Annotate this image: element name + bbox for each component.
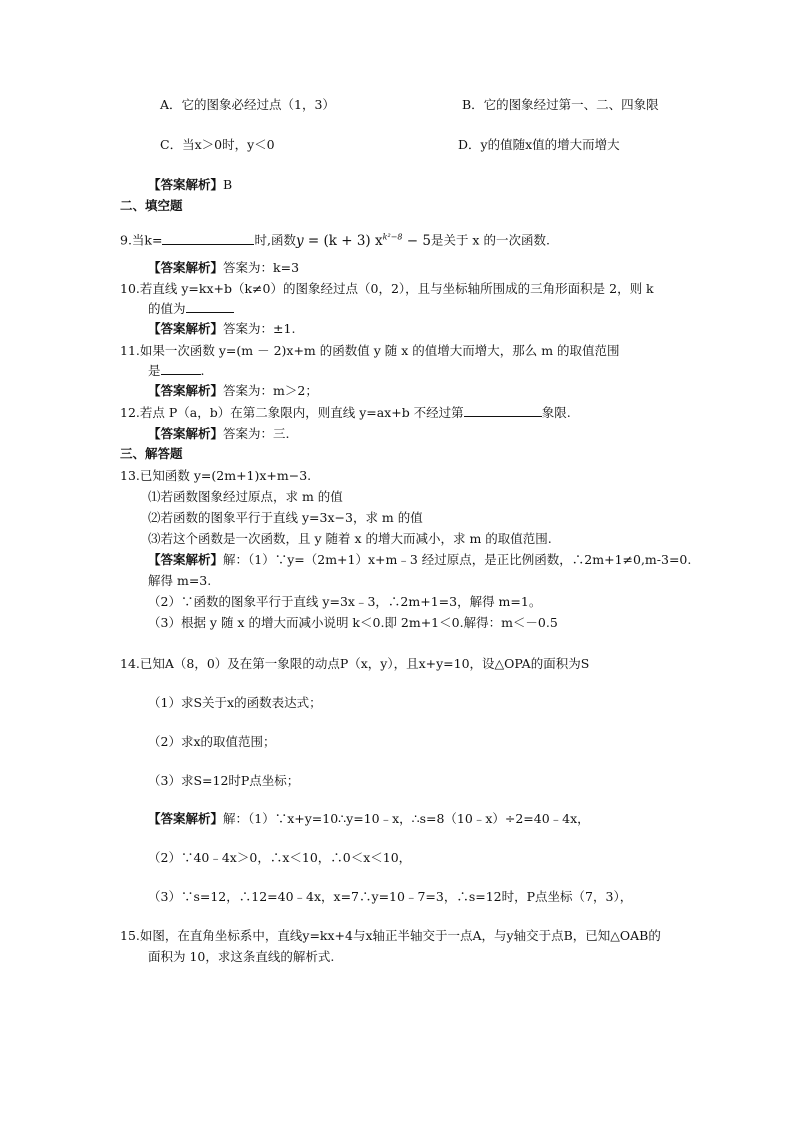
q15-line1: 15.如图，在直角坐标系中，直线y=kx+4与x轴正半轴交于一点A，与y轴交于点B，已知△OAB的 [120,928,661,943]
q13-part3: ⑶若这个函数是一次函数，且 y 随着 x 的增大而减小，求 m 的取值范围. [148,531,552,546]
q9-blank [162,232,254,245]
q14-answer-line1: 【答案解析】解：（1）∵x+y=10∴y=10﹣x，∴s=8（10﹣x）÷2=40﹣4x， [148,811,590,826]
q9-formula: y = (k + 3) $x^{k^2-8} - 5$ [295,232,431,249]
q10-line1: 10.若直线 y=kx+b（k≠0）的图象经过点（0，2），且与坐标轴所围成的三角形面积是 2，则 k [120,281,654,296]
q11-blank [161,362,201,375]
q14-stem: 14.已知A（8，0）及在第一象限的动点P（x，y），且x+y=10，设△OPA的面积为S [120,656,590,671]
q12-answer-line: 【答案解析】答案为：三. [148,426,290,441]
answer-label: 【答案解析】 [148,177,224,192]
q9-answer-line: 【答案解析】答案为：k=3 [148,260,300,275]
q13-part1: ⑴若函数图象经过原点，求 m 的值 [148,489,343,504]
q8-answer-line [148,176,232,194]
q14-part1: （1）求S关于x的函数表达式； [148,695,322,710]
q9-line [120,228,550,250]
q8-answer: B [223,177,233,192]
q13-answer-line4: （3）根据 y 随 x 的增大而减小说明 k＜0.即 2m+1＜0.解得：m＜－0.5 [148,615,558,630]
option-b: B．它的图象经过第一、二、四象限 [462,97,659,112]
option-d: D．y的值随x值的增大而增大 [458,137,620,152]
q12-blank [464,404,542,417]
section-solve-heading: 三、解答题 [120,446,183,461]
q10-blank [186,300,234,313]
q10-line2: 的值为 [148,300,234,318]
q11-line1: 11.如果一次函数 y=(m － 2)x+m 的函数值 y 随 x 的值增大而增大，那么 m 的取值范围 [120,343,620,358]
q15-line2: 面积为 10，求这条直线的解析式. [148,949,335,964]
q9-suffix: 是关于 x 的一次函数. [430,232,550,248]
q11-answer-line: 【答案解析】答案为：m＞2； [148,383,318,398]
q13-answer-line3: （2）∵函数的图象平行于直线 y=3x﹣3，∴2m+1=3，解得 m=1。 [148,594,542,609]
q13-answer-line1: 【答案解析】解：（1）∵y=（2m+1）x+m﹣3 经过原点，是正比例函数，∴2m+1≠0,m-3=0. [148,552,692,567]
q10-answer-line: 【答案解析】答案为：±1. [148,321,296,336]
q13-stem: 13.已知函数 y=(2m+1)x+m−3. [120,468,312,483]
q13-answer-line2: 解得 m=3. [148,573,212,588]
section-fill-in-heading: 二、填空题 [120,198,183,213]
q14-part2: （2）求x的取值范围； [148,734,276,749]
q12-line: 12.若点 P（a，b）在第二象限内，则直线 y=ax+b 不经过第 象限. [120,405,571,420]
q13-part2: ⑵若函数的图象平行于直线 y=3x−3，求 m 的值 [148,510,423,525]
q14-answer-line2: （2）∵40﹣4x＞0，∴x＜10，∴0＜x＜10， [148,850,412,865]
option-c: C．当x＞0时，y＜0 [160,137,275,152]
q9-prefix: 9.当k= [120,232,163,248]
q14-answer-line3: （3）∵s=12，∴12=40﹣4x，x=7∴y=10﹣7=3，∴s=12时，P点坐标（7，3）， [148,889,633,904]
option-a: A．它的图象必经过点（1，3） [160,97,335,112]
q14-part3: （3）求S=12时P点坐标； [148,773,300,788]
q9-mid: 时,函数 [254,232,296,248]
q11-line2: 是 . [148,363,205,378]
